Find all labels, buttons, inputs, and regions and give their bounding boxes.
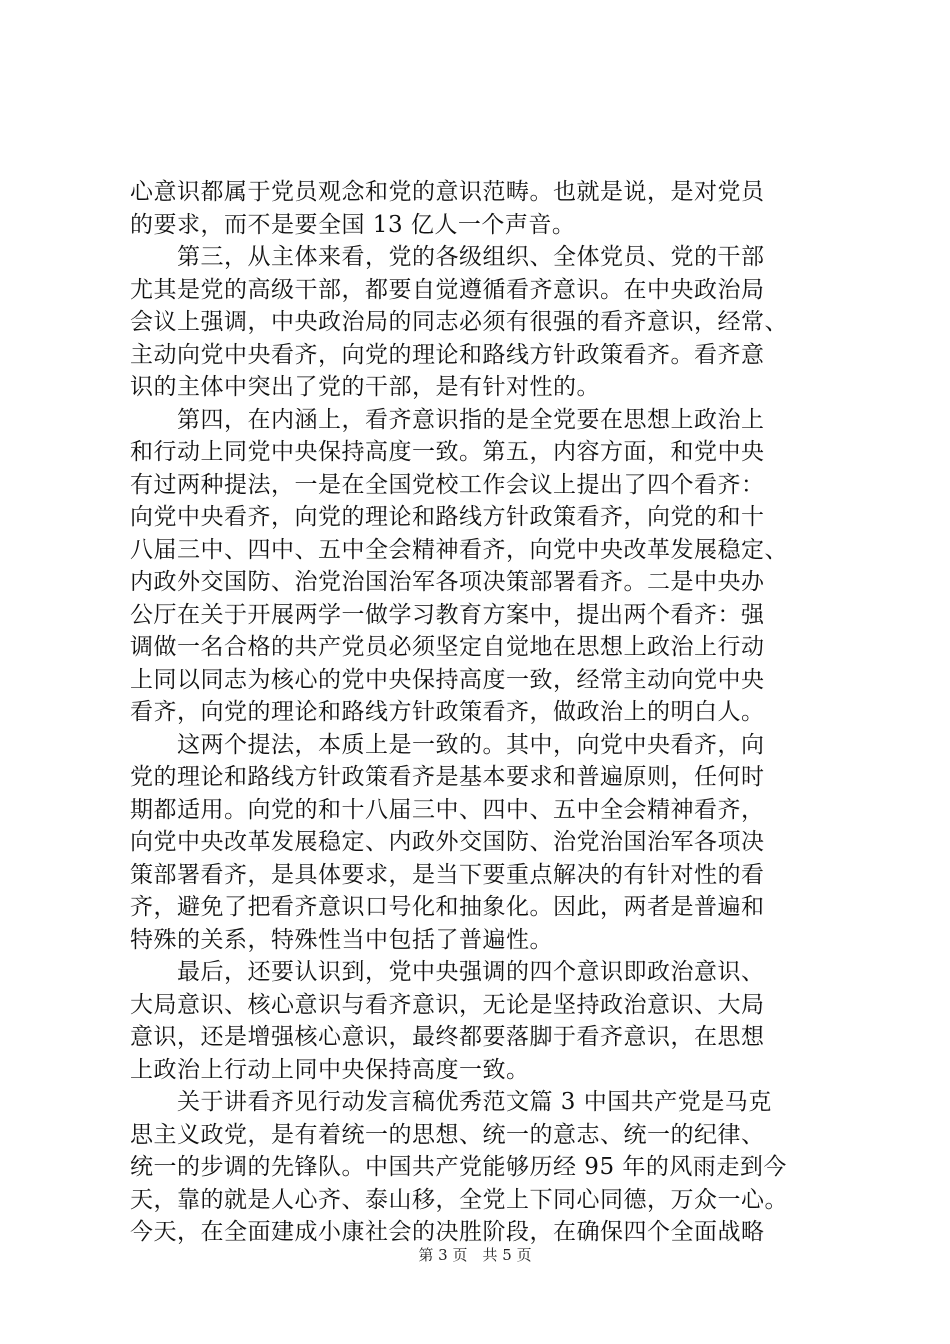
text-line: 调做一名合格的共产党员必须坚定自觉地在思想上政治上行动 (130, 634, 765, 660)
text-line: 和行动上同党中央保持高度一致。第五，内容方面，和党中央 (130, 439, 765, 465)
text-line: 内政外交国防、治党治国治军各项决策部署看齐。二是中央办 (130, 569, 765, 595)
text-line: 心意识都属于党员观念和党的意识范畴。也就是说，是对党员 (130, 179, 765, 205)
text-line: 第三，从主体来看，党的各级组织、全体党员、党的干部 (130, 244, 765, 270)
text-line: 上政治上行动上同中央保持高度一致。 (130, 1056, 530, 1083)
text-line: 主动向党中央看齐，向党的理论和路线方针政策看齐。看齐意 (130, 341, 765, 368)
page-footer (0, 1244, 950, 1265)
text-line: 识的主体中突出了党的干部，是有针对性的。 (130, 374, 600, 400)
text-line: 特殊的关系，特殊性当中包括了普遍性。 (130, 926, 553, 953)
text-line: 八届三中、四中、五中全会精神看齐，向党中央改革发展稳定、 (130, 536, 788, 563)
text-line: 统一的步调的先锋队。中国共产党能够历经 95 年的风雨走到今 (130, 1154, 787, 1180)
text-line: 大局意识、核心意识与看齐意识，无论是坚持政治意识、大局 (130, 991, 765, 1018)
text-line: 这两个提法，本质上是一致的。其中，向党中央看齐，向 (130, 731, 765, 758)
page-number: 第 3 页 共 5 页 (418, 1246, 532, 1264)
text-line: 上同以同志为核心的党中央保持高度一致，经常主动向党中央 (130, 666, 765, 693)
text-line: 尤其是党的高级干部，都要自觉遵循看齐意识。在中央政治局 (130, 276, 765, 303)
text-line: 会议上强调，中央政治局的同志必须有很强的看齐意识，经常、 (130, 309, 788, 335)
text-line: 关于讲看齐见行动发言稿优秀范文篇 3 中国共产党是马克 (130, 1089, 772, 1115)
text-line: 向党中央看齐，向党的理论和路线方针政策看齐，向党的和十 (130, 504, 765, 530)
text-line: 公厅在关于开展两学一做学习教育方案中，提出两个看齐：强 (130, 601, 765, 628)
text-line: 向党中央改革发展稳定、内政外交国防、治党治国治军各项决 (130, 829, 765, 855)
text-line: 天，靠的就是人心齐、泰山移，全党上下同心同德，万众一心。 (130, 1186, 788, 1213)
text-line: 有过两种提法，一是在全国党校工作会议上提出了四个看齐： (130, 471, 765, 498)
text-line: 最后，还要认识到，党中央强调的四个意识即政治意识、 (130, 959, 765, 985)
text-line: 看齐，向党的理论和路线方针政策看齐，做政治上的明白人。 (130, 699, 765, 725)
text-line: 期都适用。向党的和十八届三中、四中、五中全会精神看齐， (130, 796, 765, 823)
document-body (130, 176, 834, 1249)
text-line: 第四，在内涵上，看齐意识指的是全党要在思想上政治上 (130, 406, 765, 433)
text-line: 思主义政党，是有着统一的思想、统一的意志、统一的纪律、 (130, 1121, 765, 1148)
text-line: 的要求，而不是要全国 13 亿人一个声音。 (130, 211, 576, 238)
text-line: 意识，还是增强核心意识，最终都要落脚于看齐意识，在思想 (130, 1024, 765, 1050)
text-line: 策部署看齐，是具体要求，是当下要重点解决的有针对性的看 (130, 861, 765, 888)
text-line: 齐，避免了把看齐意识口号化和抽象化。因此，两者是普遍和 (130, 894, 765, 920)
text-line: 党的理论和路线方针政策看齐是基本要求和普遍原则，任何时 (130, 764, 765, 790)
text-line: 今天，在全面建成小康社会的决胜阶段，在确保四个全面战略 (130, 1219, 765, 1245)
